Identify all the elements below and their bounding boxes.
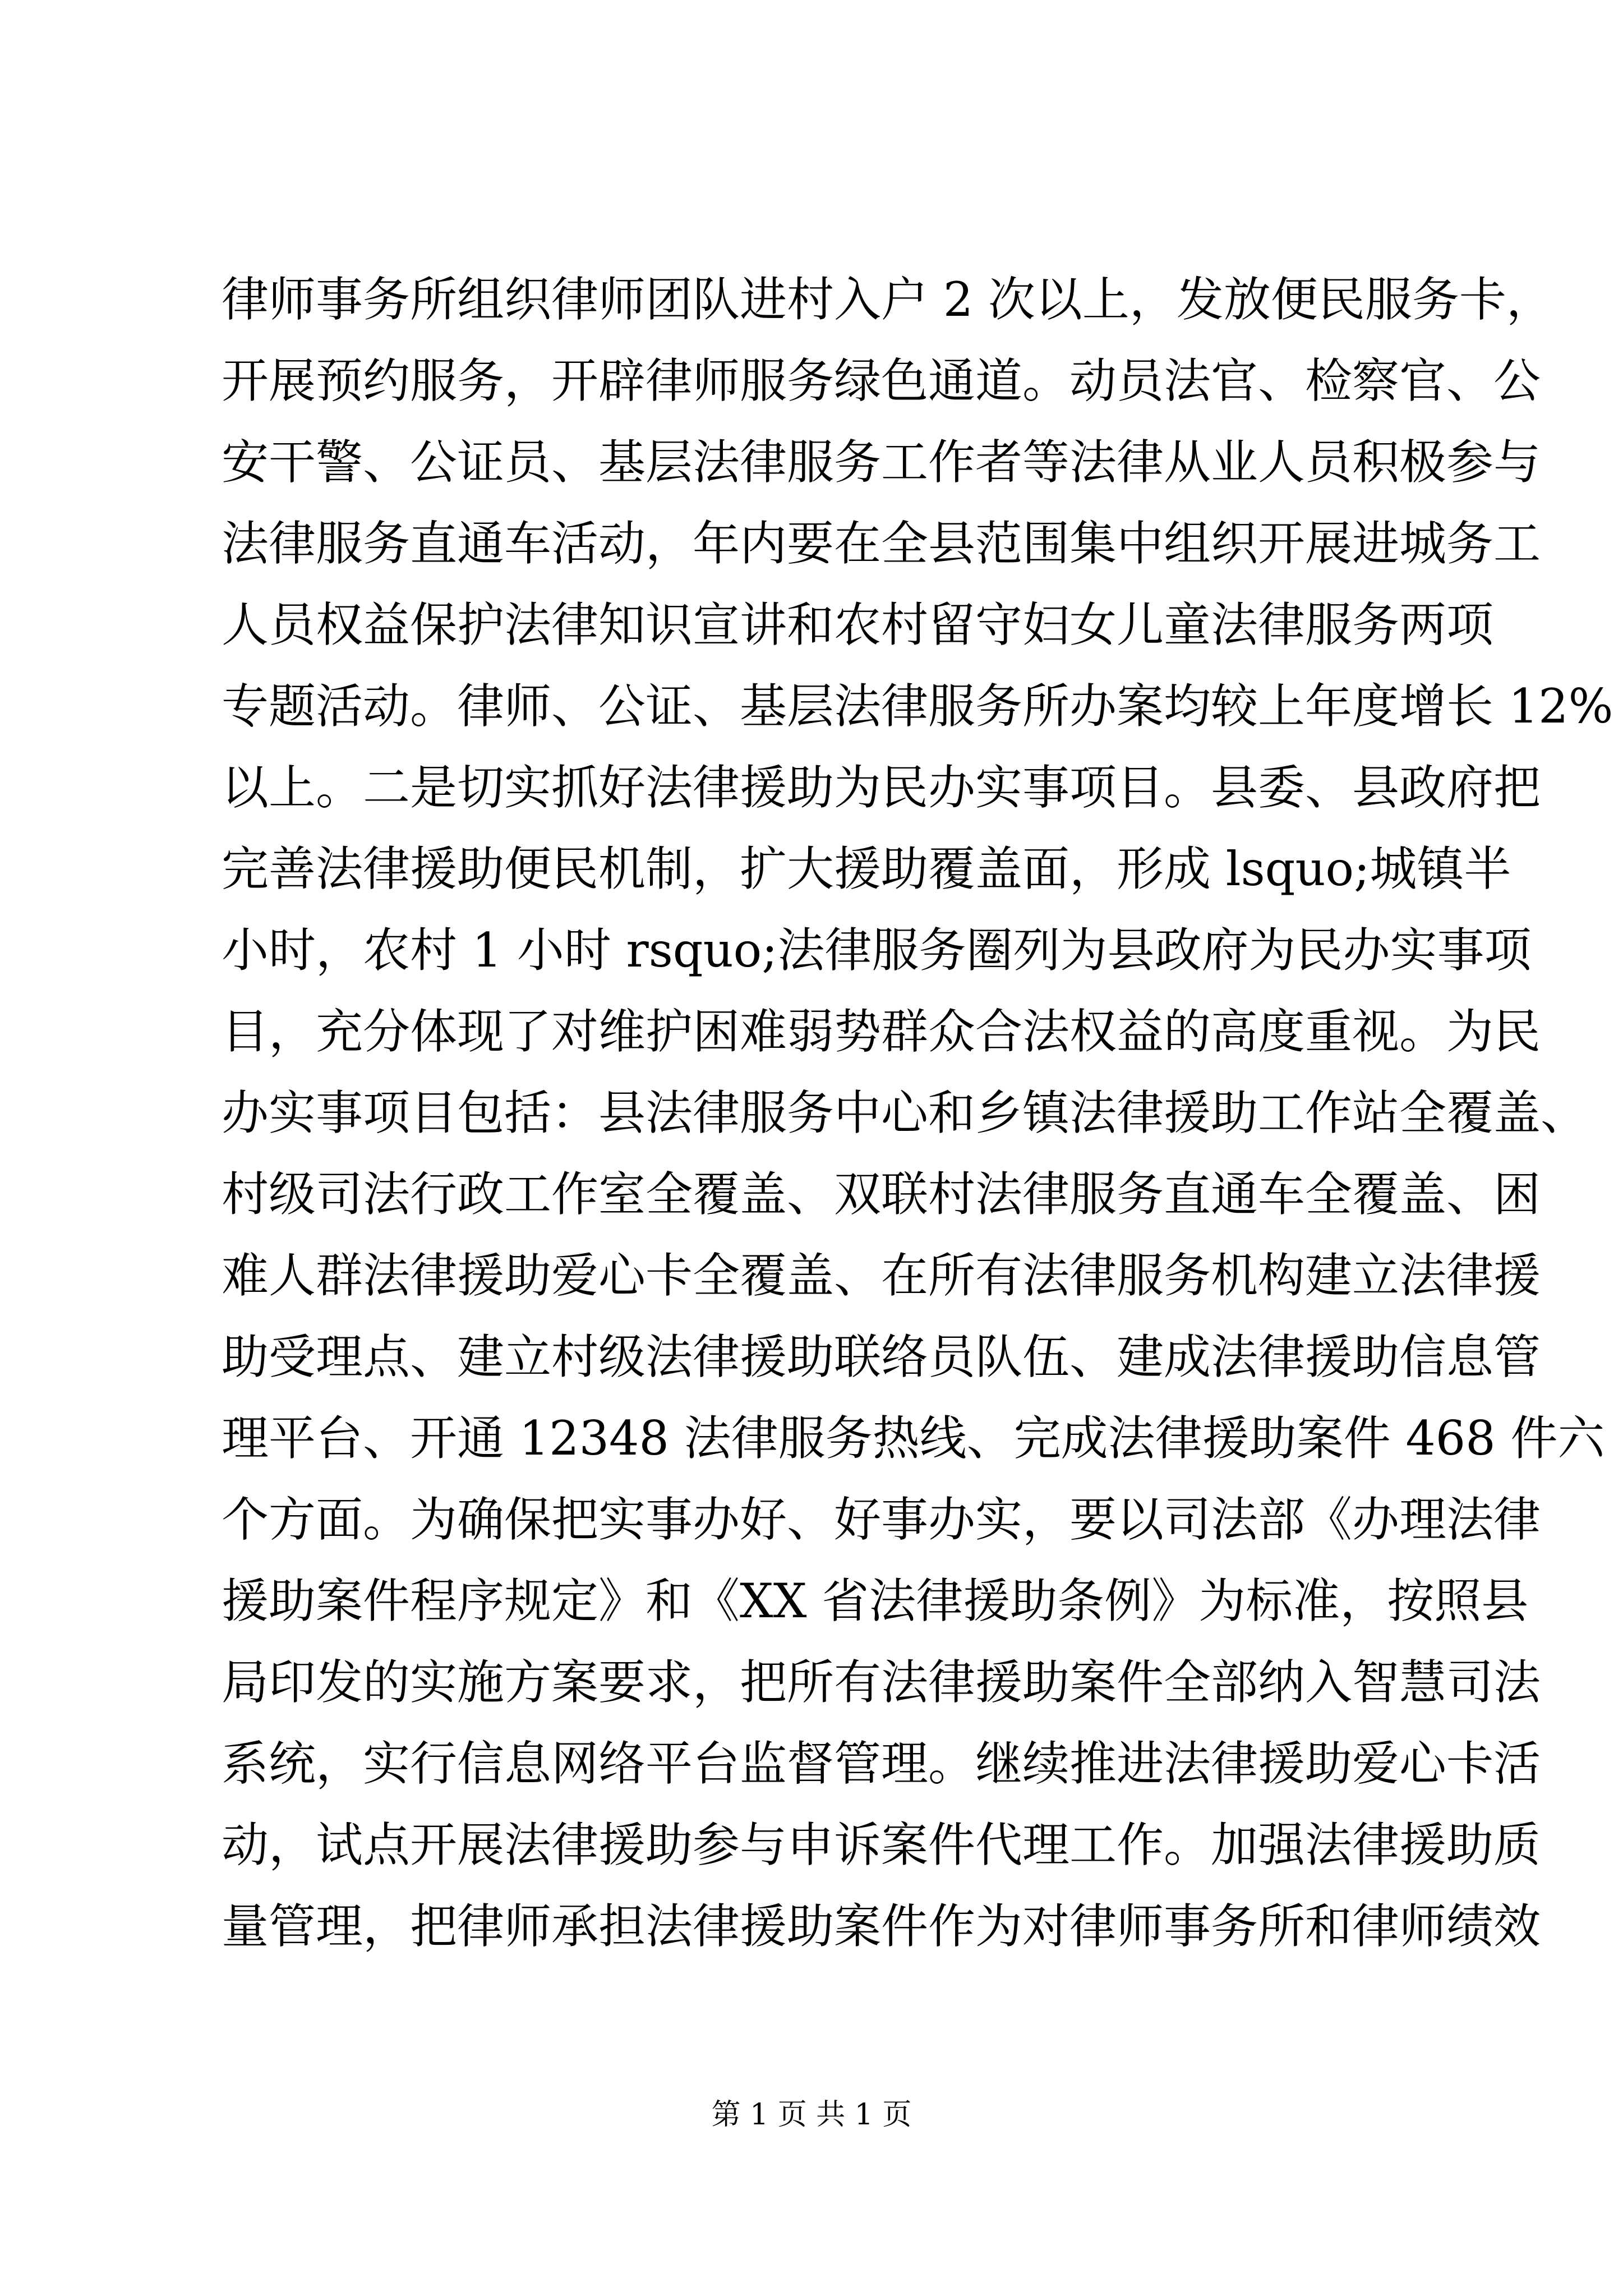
text-line: 小时，农村 1 小时 rsquo;法律服务圈列为县政府为民办实事项 [222, 923, 1532, 978]
text-line: 律师事务所组织律师团队进村入户 2 次以上，发放便民服务卡， [222, 272, 1553, 327]
text-line: 理平台、开通 12348 法律服务热线、完成法律援助案件 468 件六 [222, 1411, 1605, 1466]
page-number-label: 第 1 页 共 1 页 [711, 2098, 912, 2132]
text-line: 办实事项目包括：县法律服务中心和乡镇法律援助工作站全覆盖、 [222, 1085, 1588, 1140]
text-line: 人员权益保护法律知识宣讲和农村留守妇女儿童法律服务两项 [222, 597, 1494, 652]
text-line: 安干警、公证员、基层法律服务工作者等法律从业人员积极参与 [222, 435, 1541, 490]
text-line: 目，充分体现了对维护困难弱势群众合法权益的高度重视。为民 [222, 1004, 1541, 1059]
text-line: 量管理，把律师承担法律援助案件作为对律师事务所和律师绩效 [222, 1899, 1541, 1954]
text-line: 完善法律援助便民机制，扩大援助覆盖面，形成 lsquo;城镇半 [222, 841, 1511, 896]
text-line: 动，试点开展法律援助参与申诉案件代理工作。加强法律援助质 [222, 1818, 1541, 1872]
page-footer [0, 2092, 1623, 2137]
text-line: 援助案件程序规定》和《XX 省法律援助条例》为标准，按照县 [222, 1573, 1529, 1628]
text-line: 村级司法行政工作室全覆盖、双联村法律服务直通车全覆盖、困 [222, 1167, 1541, 1222]
text-line: 个方面。为确保把实事办好、好事办实，要以司法部《办理法律 [222, 1492, 1541, 1547]
text-line: 系统，实行信息网络平台监督管理。继续推进法律援助爱心卡活 [222, 1736, 1541, 1791]
text-line: 局印发的实施方案要求，把所有法律援助案件全部纳入智慧司法 [222, 1655, 1541, 1710]
text-line: 助受理点、建立村级法律援助联络员队伍、建成法律援助信息管 [222, 1329, 1541, 1384]
text-line: 以上。二是切实抓好法律援助为民办实事项目。县委、县政府把 [222, 760, 1541, 815]
body-text [222, 259, 1613, 1967]
text-line: 专题活动。律师、公证、基层法律服务所办案均较上年度增长 12% [222, 679, 1613, 734]
text-line: 难人群法律援助爱心卡全覆盖、在所有法律服务机构建立法律援 [222, 1248, 1541, 1303]
text-line: 法律服务直通车活动，年内要在全县范围集中组织开展进城务工 [222, 516, 1541, 571]
text-line: 开展预约服务，开辟律师服务绿色通道。动员法官、检察官、公 [222, 353, 1541, 408]
